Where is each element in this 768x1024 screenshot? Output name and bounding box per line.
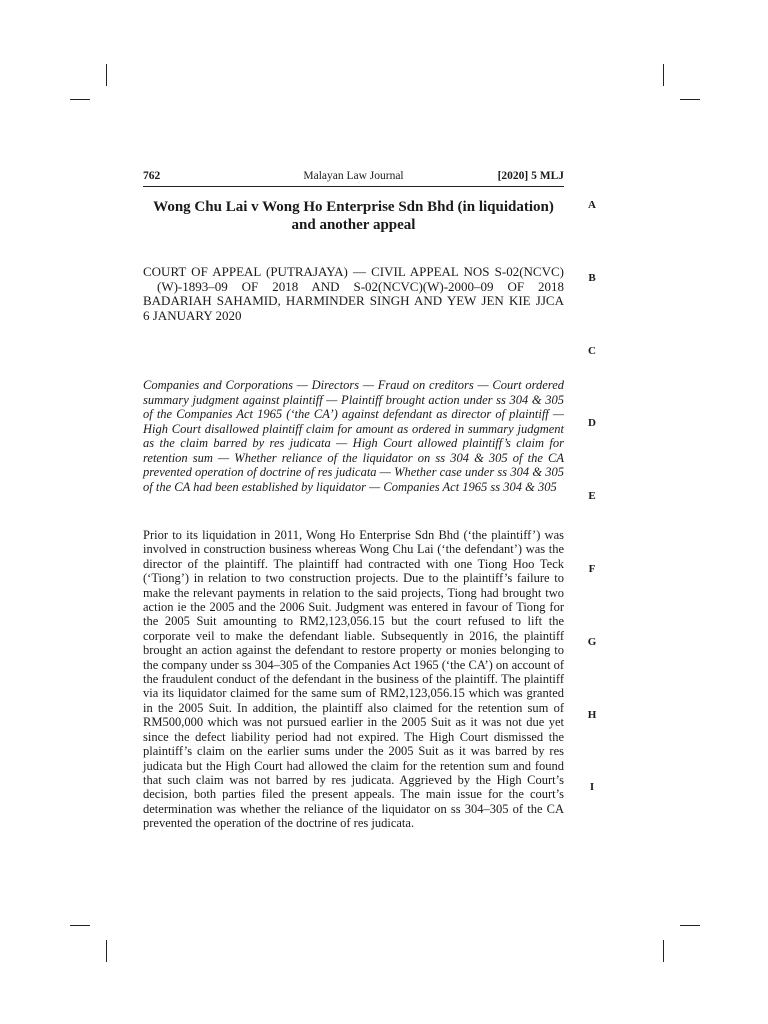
line-marker-d: D	[588, 417, 596, 429]
headnote: Prior to its liquidation in 2011, Wong Ho Enterprise Sdn Bhd (‘the plaintiff’) was involved in construction business whereas Wong Chu Lai (‘the defendant’) was the director of the plaintiff. The plaintiff had contracted with one Tiong Hoo Teck (‘Tiong’) in relation to two construction projects. Due to the plaintiff’s failure to make the relevant payments in relation to the said projects, Tiong had brought two action ie the 2005 and the 2006 Suit. Judgment was entered in favour of Tiong for the 2005 Suit amounting to RM2,123,056.15 but the court refused to lift the corporate veil to make the defendant liable. Subsequently in 2016, the plaintiff brought an action against the defendant to restore property or monies belonging to the company under ss 304–305 of the Companies Act 1965 (‘the CA’) on account of the fraudulent conduct of the defendant in the business of the plaintiff. The plaintiff via its liquidator claimed for the same sum of RM2,123,056.15 which was granted in the 2005 Suit. In addition, the plaintiff also claimed for the retention sum of RM500,000 which was not pursued earlier in the 2005 Suit as it was not due yet since the defect liability period had not expired. The High Court dismissed the plaintiff’s claim on the earlier sums under the 2005 Suit as it was barred by res judicata but the High Court had allowed the claim for the retention sum and found that such claim was not barred by res judicata. Aggrieved by the High Court’s decision, both parties filed the present appeals. The main issue for the court’s determination was whether the reliance of the liquidator on ss 304–305 of the CA prevented the operation of the doctrine of res judicata.	[143, 528, 564, 831]
catchwords: Companies and Corporations — Directors — Fraud on creditors — Court ordered summary judgment against plaintiff — Plaintiff brought action under ss 304 & 305 of the Companies Act 1965 (‘the CA’) against defendant as director of plaintiff — High Court disallowed plaintiff claim for amount as ordered in summary judgment as the claim barred by res judicata — High Court allowed plaintiff’s claim for retention sum — Whether reliance of the liquidator on ss 304 & 305 of the CA prevented operation of doctrine of res judicata — Whether case under ss 304 & 305 of the CA had been established by liquidator — Companies Act 1965 ss 304 & 305	[143, 378, 564, 494]
line-marker-i: I	[589, 781, 595, 793]
line-marker-e: E	[588, 490, 596, 502]
line-marker-c: C	[588, 345, 596, 357]
citation: [2020] 5 MLJ	[497, 170, 564, 182]
header-rule	[143, 186, 564, 187]
crop-mark	[70, 99, 90, 100]
crop-mark	[70, 925, 90, 926]
line-marker-f: F	[588, 563, 596, 575]
crop-mark	[106, 940, 107, 962]
line-marker-g: G	[587, 636, 597, 648]
crop-mark	[663, 940, 664, 962]
crop-mark	[663, 64, 664, 86]
crop-mark	[680, 925, 700, 926]
crop-mark	[106, 64, 107, 86]
line-marker-b: B	[588, 272, 596, 284]
decision-date: 6 JANUARY 2020	[143, 307, 242, 323]
page-number: 762	[143, 170, 161, 182]
case-title: Wong Chu Lai v Wong Ho Enterprise Sdn Bhd (in liquidation) and another appeal	[153, 199, 554, 233]
line-marker-a: A	[588, 199, 596, 211]
running-head	[143, 170, 564, 186]
judges: BADARIAH SAHAMID, HARMINDER SINGH AND YEW JEN KIE JJCA	[143, 293, 564, 308]
journal-name: Malayan Law Journal	[303, 170, 404, 182]
line-marker-h: H	[587, 709, 597, 721]
court-appeal-numbers: COURT OF APPEAL (PUTRAJAYA) — CIVIL APPEAL NOS S-02(NCVC)(W)-1893–09 OF 2018 AND S-02(NCVC)(W)-2000–09 OF 2018	[143, 264, 564, 294]
court-block	[143, 265, 564, 323]
crop-mark	[680, 99, 700, 100]
